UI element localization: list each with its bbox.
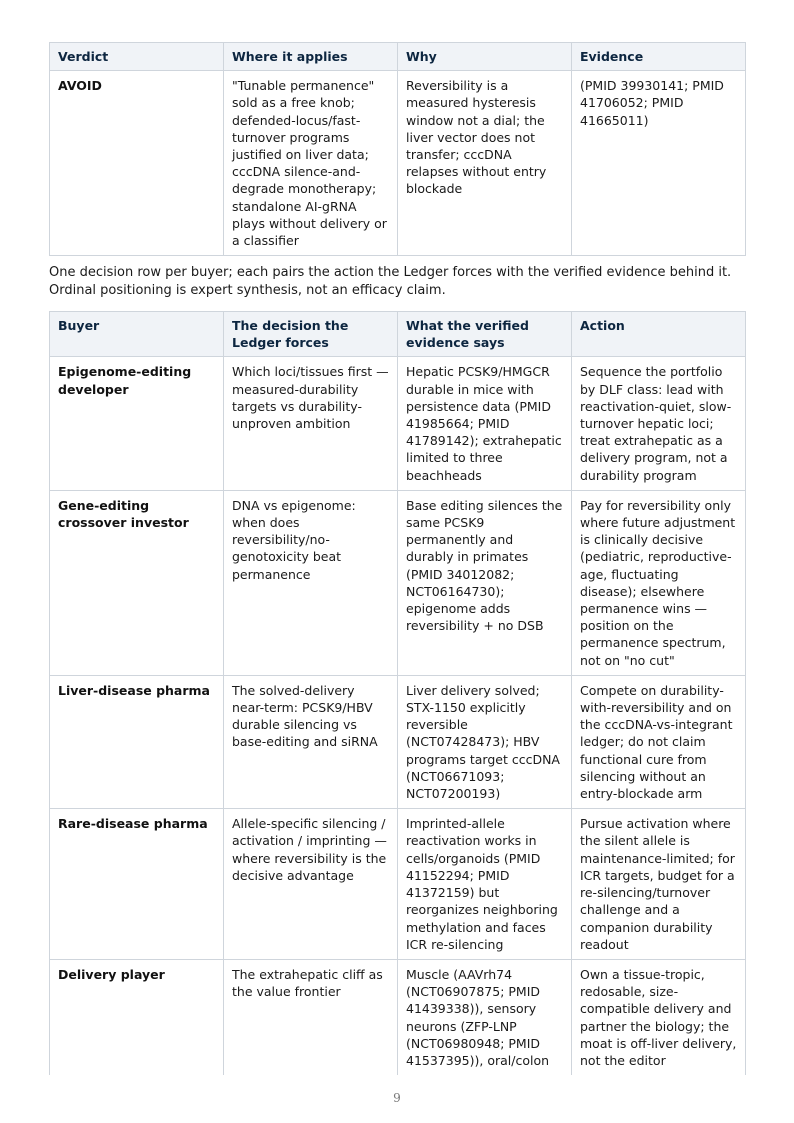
action-cell: Own a tissue-tropic, redosable, size-compatible delivery and partner the biology; the moat is off-liver delivery, not the editor	[572, 959, 746, 1075]
decision-cell: The solved-delivery near-term: PCSK9/HBV durable silencing vs base-editing and siRNA	[224, 675, 398, 808]
evidence-cell: Base editing silences the same PCSK9 permanently and durably in primates (PMID 34012082; NCT06164730); epigenome adds reversibility + no DSB	[398, 490, 572, 675]
header-why: Why	[398, 43, 572, 71]
evidence-cell: Liver delivery solved; STX-1150 explicitly reversible (NCT07428473); HBV programs target cccDNA (NCT06671093; NCT07200193)	[398, 675, 572, 808]
evidence-cell: Hepatic PCSK9/HMGCR durable in mice with persistence data (PMID 41985664; PMID 41789142); extrahepatic limited to three beachheads	[398, 357, 572, 490]
evidence-cell: Muscle (AAVrh74 (NCT06907875; PMID 41439338)), sensory neurons (ZFP-LNP (NCT06980948; PMID 41537395)), oral/colon	[398, 959, 572, 1075]
decision-cell: The extrahepatic cliff as the value frontier	[224, 959, 398, 1075]
action-cell: Sequence the portfolio by DLF class: lead with reactivation-quiet, slow-turnover hepatic loci; treat extrahepatic as a delivery program, not a durability program	[572, 357, 746, 490]
buyer-cell: Rare-disease pharma	[50, 809, 224, 960]
buyer-cell: Epigenome-editing developer	[50, 357, 224, 490]
action-cell: Pay for reversibility only where future adjustment is clinically decisive (pediatric, reproductive-age, fluctuating disease); elsewhere permanence wins — position on the permanence spectrum, not on "no cut"	[572, 490, 746, 675]
verdict-table-header-row	[50, 43, 746, 71]
evidence-cell: (PMID 39930141; PMID 41706052; PMID 41665011)	[572, 71, 746, 256]
evidence-cell: Imprinted-allele reactivation works in cells/organoids (PMID 41152294; PMID 41372159) but reorganizes neighboring methylation and faces ICR re-silencing	[398, 809, 572, 960]
table-row	[50, 809, 746, 960]
header-decision: The decision the Ledger forces	[224, 312, 398, 357]
table-row	[50, 71, 746, 256]
table-caption: One decision row per buyer; each pairs the action the Ledger forces with the verified evidence behind it. Ordinal positioning is expert synthesis, not an efficacy claim.	[49, 265, 732, 298]
table-row	[50, 357, 746, 490]
where-cell: "Tunable permanence" sold as a free knob; defended-locus/fast-turnover programs justified on liver data; cccDNA silence-and-degrade monotherapy; standalone AI-gRNA plays without delivery or a classifier	[224, 71, 398, 256]
header-where-it-applies: Where it applies	[224, 43, 398, 71]
buyer-table-header-row	[50, 312, 746, 357]
table-row	[50, 959, 746, 1075]
decision-cell: Allele-specific silencing / activation / imprinting — where reversibility is the decisive advantage	[224, 809, 398, 960]
decision-cell: Which loci/tissues first — measured-durability targets vs durability-unproven ambition	[224, 357, 398, 490]
verdict-table	[49, 42, 746, 256]
verdict-cell: AVOID	[50, 71, 224, 256]
table-row	[50, 490, 746, 675]
buyer-cell: Delivery player	[50, 959, 224, 1075]
buyer-table	[49, 311, 746, 1075]
action-cell: Pursue activation where the silent allele is maintenance-limited; for ICR targets, budget for a re-silencing/turnover challenge and a companion durability readout	[572, 809, 746, 960]
decision-cell: DNA vs epigenome: when does reversibility/no-genotoxicity beat permanence	[224, 490, 398, 675]
table-row	[50, 675, 746, 808]
header-action: Action	[572, 312, 746, 357]
header-verdict: Verdict	[50, 43, 224, 71]
header-verified-evidence: What the verified evidence says	[398, 312, 572, 357]
header-evidence: Evidence	[572, 43, 746, 71]
header-buyer: Buyer	[50, 312, 224, 357]
buyer-cell: Gene-editing crossover investor	[50, 490, 224, 675]
buyer-cell: Liver-disease pharma	[50, 675, 224, 808]
page-number: 9	[393, 1091, 401, 1105]
action-cell: Compete on durability-with-reversibility and on the cccDNA-vs-integrant ledger; do not claim functional cure from silencing without an entry-blockade arm	[572, 675, 746, 808]
why-cell: Reversibility is a measured hysteresis window not a dial; the liver vector does not transfer; cccDNA relapses without entry blockade	[398, 71, 572, 256]
